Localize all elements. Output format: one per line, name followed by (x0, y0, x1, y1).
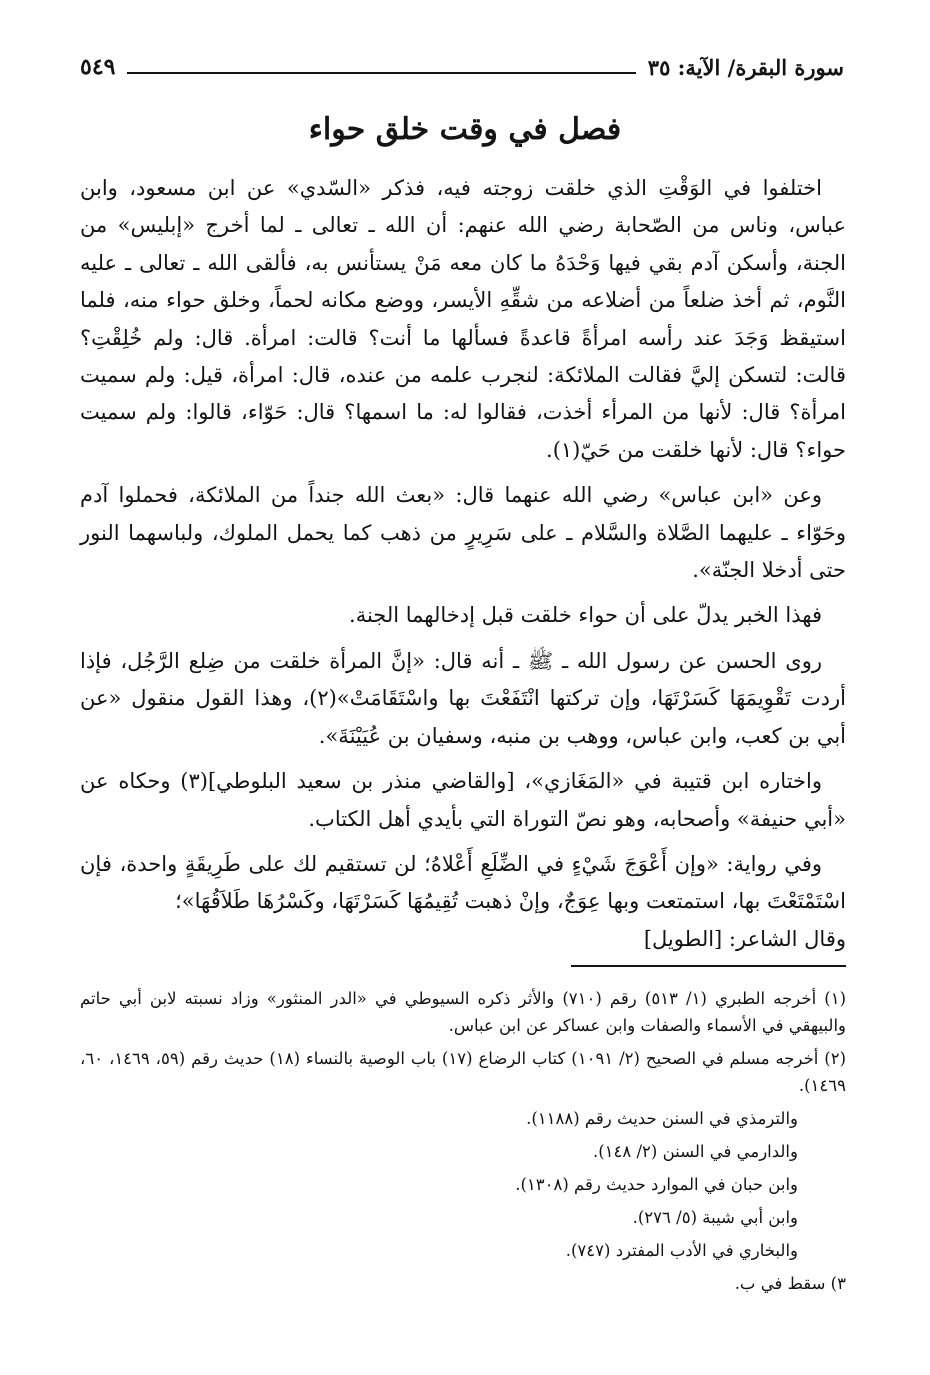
page-number: ٥٤٩ (80, 54, 116, 80)
paragraph-6: وفي رواية: «وإن أَعْوَجَ شَيْءٍ في الضِّلَعِ أَعْلاهُ؛ لن تستقيم لك على طَرِيقَةٍ واحدة، فإن اسْتَمْتَعْتَ بها، استمتعت وبها عِوَجٌ، وإنْ ذهبت تُقِيمُهَا كَسَرْتَهَا، وكَسْرُهَا طَلاَقُهَا»؛ (80, 851, 846, 914)
running-title: سورة البقرة/ الآية: ٣٥ (647, 55, 844, 80)
footnote-rule (571, 965, 846, 967)
footnote-2-ref: والترمذي في السنن حديث رقم (١١٨٨). (526, 1109, 798, 1128)
footnote-2: (٢) أخرجه مسلم في الصحيح (٢/ ١٠٩١) كتاب الرضاع (١٧) باب الوصية بالنساء (١٨) حديث رقم (٥٩، ١٤٦٩، ٦٠، ١٤٦٩). (80, 1049, 847, 1095)
paragraph-5: واختاره ابن قتيبة في «المَغَازي»، [والقاضي منذر بن سعيد البلوطي](٣) وحكاه عن «أبي حنيفة» وأصحابه، وهو نصّ التوراة التي بأيدي أهل الكتاب. (80, 769, 846, 831)
main-text (80, 170, 846, 966)
footnote-1: (١) أخرجه الطبري (١/ ٥١٣) رقم (٧١٠) والأثر ذكره السيوطي في «الدر المنثور» وزاد نسبته لابن أبي حاتم والبيهقي في الأسماء والصفات وابن عساكر عن ابن عباس. (80, 989, 847, 1035)
paragraph-2: وعن «ابن عباس» رضي الله عنهما قال: «بعث الله جنداً من الملائكة، فحملوا آدم وحَوّاء ـ عليهما الصَّلاة والسَّلام ـ على سَرِيرٍ من ذهب كما يحمل الملوك، ولباسهما النور حتى أدخلا الجنّة». (80, 483, 846, 583)
paragraph-4: روى الحسن عن رسول الله ـ ﷺ ـ أنه قال: «إنَّ المرأة خلقت من ضِلع الرَّجُل، فإذا أردت تَقْوِيمَهَا كَسَرْتَهَا، وإن تركتها انْتَفَعْتَ بها واسْتَقَامَتْ»(٢)، وهذا القول منقول «عن أبي بن كعب، وابن عباس، ووهب بن منبه، وسفيان بن عُيَيْنَةَ». (80, 648, 846, 748)
footnote-2-ref: والدارمي في السنن (٢/ ١٤٨). (592, 1142, 798, 1161)
paragraph-1: اختلفوا في الوَقْتِ الذي خلقت زوجته فيه، فذكر «السّدي» عن ابن مسعود، وابن عباس، وناس من الصّحابة رضي الله عنهم: أن الله ـ تعالى ـ لما أخرج «إبليس» من الجنة، وأسكن آدم بقي فيها وَحْدَهُ ما كان معه مَنْ يستأنس به، فألقى الله ـ تعالى ـ عليه النَّوم، ثم أخذ ضلعاً من أضلاعه من شقِّهِ الأيسر، ووضع مكانه لحماً، وخلق حواء منه، فلما استيقظ وَجَدَ عند رأسه امرأةً قاعدةً فسألها ما أنت؟ قالت: امرأة. قال: ولم خُلِقْتِ؟ قالت: لتسكن إليَّ فقالت الملائكة: لنجرب علمه من عنده، قال: امرأة، قيل: ولم سميت امرأة؟ قال: لأنها من المرأء أخذت، فقالوا له: ما اسمها؟ قال: حَوّاء، قالوا: ولم سميت حواء؟ قال: لأنها خلقت من حَيّ(١). (80, 176, 846, 462)
footnote-3: ٣) سقط في ب. (734, 1274, 846, 1293)
footnote-2-ref: وابن حبان في الموارد حديث رقم (١٣٠٨). (515, 1175, 798, 1194)
header-rule (127, 72, 635, 74)
footnotes (80, 985, 846, 1303)
verse-intro: وقال الشاعر: [الطويل] (643, 926, 846, 951)
paragraph-3: فهذا الخبر يدلّ على أن حواء خلقت قبل إدخالهما الجنة. (349, 603, 822, 628)
footnote-2-ref: وابن أبي شيبة (٥/ ٢٧٦). (632, 1208, 798, 1227)
chapter-title: فصل في وقت خلق حواء (308, 112, 622, 147)
running-header (80, 38, 844, 82)
footnote-2-ref: والبخاري في الأدب المفترد (٧٤٧). (565, 1241, 798, 1260)
